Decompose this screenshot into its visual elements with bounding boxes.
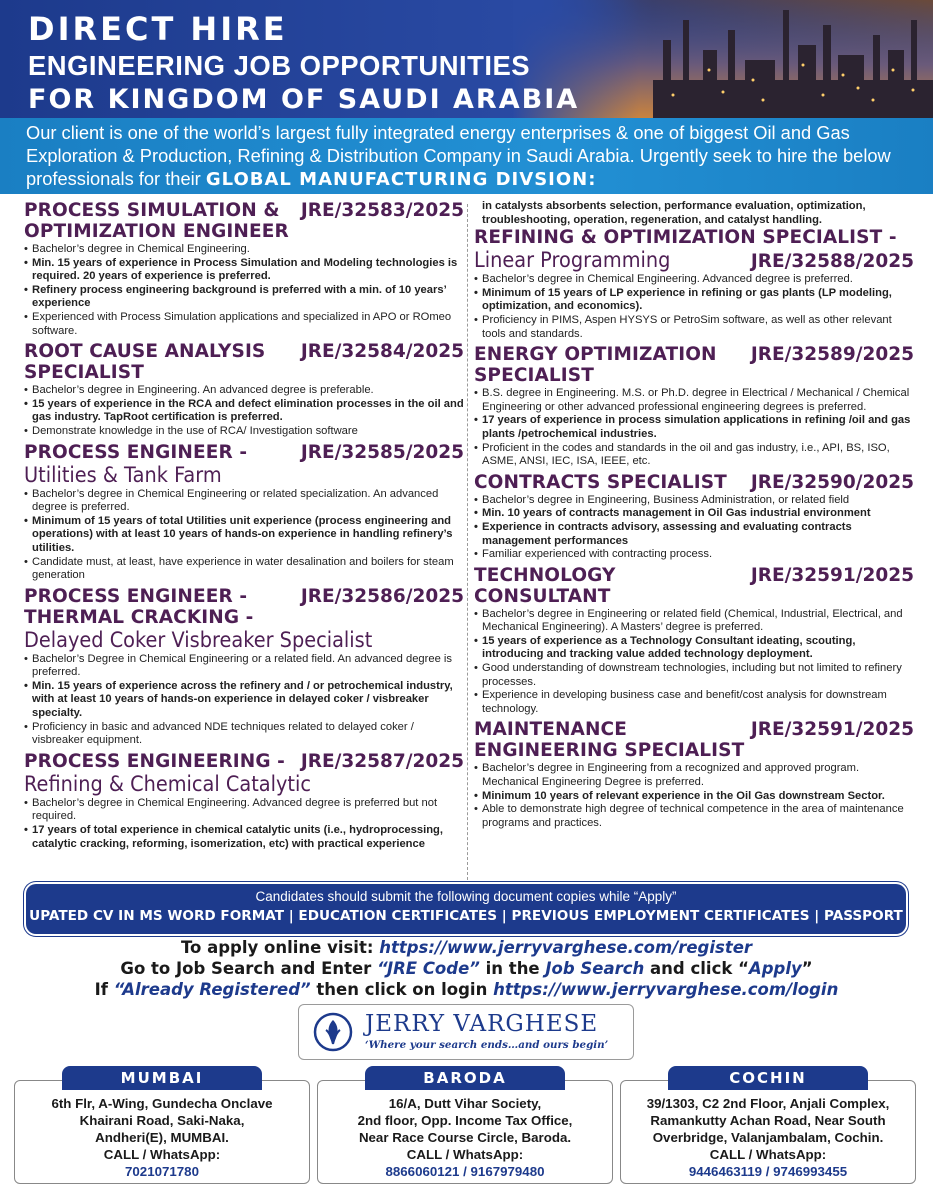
job-listing [474,344,914,469]
requirement-item: • 17 years of total experience in chemical catalytic units (i.e., hydroprocessing, catalytic cracking, reforming, isomerization, etc) with practical experience [24,824,464,851]
header-title-line2: ENGINEERING JOB OPPORTUNITIES [28,50,531,81]
apply-step-text: and click “ [650,959,749,978]
apply-step-text: in the [485,959,540,978]
job-code: JRE/32591/2025 [750,564,914,586]
job-search-label: Job Search [545,959,645,978]
job-header [24,586,464,628]
office-city: MUMBAI [62,1066,262,1090]
job-code: JRE/32588/2025 [750,251,914,273]
job-listing [474,565,914,717]
requirement-item: • Experience in contracts advisory, assessing and evaluating contracts management performances [474,521,914,548]
login-step-text: If [94,980,108,999]
requirement-item: • Good understanding of downstream technologies, including but not limited to refinery processes. [474,662,914,689]
logo-name: JERRY VARGHESE [365,1011,599,1037]
documents-list: UPATED CV IN MS WORD FORMAT | EDUCATION CERTIFICATES | PREVIOUS EMPLOYMENT CERTIFICATES | PASSPORT [29,908,903,924]
office-city: COCHIN [668,1066,868,1090]
header-title-line1: DIRECT HIRE [28,10,288,48]
requirement-item: • Minimum 10 years of relevant experience in the Oil Gas downstream Sector. [474,790,914,804]
requirement-item: • 15 years of experience as a Technology Consultant ideating, scouting, introducing and tracking value added technology deployment. [474,635,914,662]
job-requirements [24,488,464,583]
job-title: ROOT CAUSE ANALYSIS SPECIALIST [24,341,266,384]
office-address: Ramankutty Achan Road, Near South [650,1113,886,1128]
office-call-label: CALL / WhatsApp: [103,1147,221,1162]
documents-box [26,884,906,934]
job-listing [24,442,464,583]
office-phone[interactable]: 9446463119 / 9746993455 [688,1164,848,1179]
header-banner [0,0,933,118]
office-phone[interactable]: 7021071780 [125,1164,199,1179]
apply-step-text: Go to Job Search and Enter [120,959,372,978]
requirement-item: • Min. 10 years of contracts management in Oil Gas industrial environment [474,507,914,521]
office-call-label: CALL / WhatsApp: [709,1147,827,1162]
job-column-right [474,200,914,833]
intro-text: Our client is one of the world’s largest fully integrated energy enterprises & one of biggest Oil and Gas Exploration & Production, Refining & Distribution Company in Saudi Arabia. Urgently seek to hire the below professionals for their [26,122,891,189]
requirement-item: • Able to demonstrate high degree of technical competence in the area of maintenance programs and practices. [474,803,914,830]
job-subtitle: Delayed Coker Visbreaker Specialist [24,627,373,652]
job-listing [474,719,914,830]
office-address: Overbridge, Valanjambalam, Cochin. [652,1130,884,1145]
job-code: JRE/32584/2025 [300,341,464,363]
job-title: PROCESS ENGINEER - [24,441,248,463]
requirement-item: • Proficient in the codes and standards in the oil and gas industry, i.e., API, BS, ISO, ASME, ANSI, IEC, ISA, IEEE, etc. [474,442,914,469]
job-title: TECHNOLOGY CONSULTANT [474,564,616,607]
requirement-item: • Candidate must, at least, have experience in water desalination and boilers for steam generation [24,556,464,583]
office-call-label: CALL / WhatsApp: [406,1147,524,1162]
requirement-item: • Proficiency in PIMS, Aspen HYSYS or PetroSim software, as well as other relevant tools and standards. [474,314,914,341]
requirement-item: • Minimum of 15 years of LP experience in refining or gas plants (LP modeling, optimization, and economics). [474,287,914,314]
job-listing [24,586,464,748]
already-registered-label: “Already Registered” [113,980,311,999]
logo-tagline: ‘Where your search ends…and ours begin’ [365,1039,609,1051]
job-header [474,472,914,493]
apply-step-text: ” [801,959,813,978]
job-code: JRE/32583/2025 [300,200,464,221]
job-title: PROCESS ENGINEER - THERMAL CRACKING - [24,585,254,628]
job-title: PROCESS ENGINEERING - [24,750,285,772]
job-header [24,442,464,463]
requirement-item: • Familiar experienced with contracting process. [474,548,914,562]
register-link[interactable]: https://www.jerryvarghese.com/register [379,938,753,957]
intro-paragraph [0,118,933,194]
job-code: JRE/32590/2025 [750,471,914,493]
apply-prefix: To apply online visit: [180,938,374,957]
job-code: JRE/32586/2025 [300,585,464,607]
job-requirements [24,384,464,438]
requirement-item: • Min. 15 years of experience across the refinery and / or petrochemical industry, with at least 10 years of hands-on experience in delayed coker / visbreaker specialty. [24,680,464,721]
requirement-item: • Min. 15 years of experience in Process Simulation and Modeling technologies is required. 20 years of experience is preferred. [24,257,464,284]
logo-emblem-icon [313,1012,353,1052]
job-title: CONTRACTS SPECIALIST [474,471,727,493]
header-title-line3: FOR KINGDOM OF SAUDI ARABIA [28,84,580,115]
requirement-item: • Bachelor’s degree in Engineering or related field (Chemical, Industrial, Electrical, and Mechanical Engineering). A Masters’ degree is preferred. [474,608,914,635]
job-header [24,751,464,772]
job-requirements [24,243,464,338]
requirement-item: • Bachelor’s degree in Chemical Engineering. Advanced degree is preferred. [474,273,914,287]
apply-instructions [0,937,933,1000]
requirement-item: • 15 years of experience in the RCA and defect elimination processes in the oil and gas industry. TapRoot certification is preferred. [24,398,464,425]
job-header [474,719,914,761]
job-requirements [474,494,914,562]
job-code: JRE/32591/2025 [750,719,914,741]
column-divider [467,204,468,880]
job-subtitle-row [474,248,914,272]
job-header [474,227,914,248]
intro-division: GLOBAL MANUFACTURING DIVSION: [205,169,597,190]
office-address: 16/A, Dutt Vihar Society, [388,1096,542,1111]
office-address: 39/1303, C2 2nd Floor, Anjali Complex, [646,1096,890,1111]
office-baroda [317,1069,613,1184]
office-address: Near Race Course Circle, Baroda. [358,1130,572,1145]
jre-code-label: “JRE Code” [377,959,480,978]
requirement-item: • Bachelor’s degree in Engineering. An advanced degree is preferable. [24,384,464,398]
requirement-item: • Bachelor’s Degree in Chemical Engineering or a related field. An advanced degree is preferred. [24,653,464,680]
login-step-text: then click on login [316,980,488,999]
requirement-item: • Bachelor’s degree in Chemical Engineering. Advanced degree is preferred but not required. [24,797,464,824]
job-requirements [474,273,914,341]
job-requirements [474,608,914,717]
office-city: BARODA [365,1066,565,1090]
requirement-item: • Experience in developing business case and benefit/cost analysis for downstream technology. [474,689,914,716]
job-code: JRE/32587/2025 [300,750,464,772]
requirement-item: • Proficiency in basic and advanced NDE techniques related to delayed coker / visbreaker equipment. [24,721,464,748]
documents-intro: Candidates should submit the following document copies while “Apply” [255,889,677,904]
job-requirements [474,762,914,830]
job-header [24,200,464,242]
job-requirements [474,387,914,469]
requirement-item: • Bachelor’s degree in Chemical Engineering or related specialization. An advanced degree is preferred. [24,488,464,515]
job-column-left [24,200,464,854]
job-listing [474,227,914,341]
requirement-item: • 17 years of experience in process simulation applications in refining /oil and gas plants /petrochemical industries. [474,414,914,441]
job-code: JRE/32589/2025 [750,344,914,366]
requirement-item: • Refinery process engineering background is preferred with a min. of 10 years’ experience [24,284,464,311]
continued-text: in catalysts absorbents selection, performance evaluation, optimization, troubleshooting, operation, regeneration, and catalyst handling. [482,200,866,226]
requirement-item: • Demonstrate knowledge in the use of RCA/ Investigation software [24,425,464,439]
office-address: Khairani Road, Saki-Naka, [79,1113,245,1128]
job-title: PROCESS SIMULATION & OPTIMIZATION ENGINEER [24,200,289,242]
job-header [474,344,914,386]
job-header [474,565,914,607]
job-header [24,341,464,383]
job-listing [24,751,464,851]
apply-label: Apply [748,959,802,978]
job-code: JRE/32585/2025 [300,441,464,463]
job-requirements [24,797,464,851]
requirement-item: • Minimum of 15 years of total Utilities unit experience (process engineering and operations) with at least 10 years of hands-on experience in handling refinery’s utilities. [24,515,464,556]
job-requirements [24,653,464,748]
job-title: ENERGY OPTIMIZATION SPECIALIST [474,344,717,387]
job-title: MAINTENANCE ENGINEERING SPECIALIST [474,719,745,762]
requirement-item: • Bachelor’s degree in Engineering from a recognized and approved program. Mechanical Engineering Degree is preferred. [474,762,914,789]
job-subtitle: Linear Programming [474,248,671,273]
office-mumbai [14,1069,310,1184]
job-title: REFINING & OPTIMIZATION SPECIALIST - [474,227,897,249]
office-phone[interactable]: 8866060121 / 9167979480 [385,1164,545,1179]
office-address: 2nd floor, Opp. Income Tax Office, [357,1113,573,1128]
company-logo [298,1004,634,1060]
job-listing [24,341,464,438]
job-listing [24,200,464,338]
office-address: Andheri(E), MUMBAI. [95,1130,229,1145]
requirement-item: • Bachelor’s degree in Engineering, Business Administration, or related field [474,494,914,508]
requirement-item: • B.S. degree in Engineering. M.S. or Ph.D. degree in Electrical / Mechanical / Chemical Engineering or other advanced professional engineering degrees is preferred. [474,387,914,414]
office-cochin [620,1069,916,1184]
job-listing [474,472,914,562]
requirement-item: • Experienced with Process Simulation applications and specialized in APO or ROmeo software. [24,311,464,338]
requirement-item: • Bachelor’s degree in Chemical Engineering. [24,243,464,257]
login-link[interactable]: https://www.jerryvarghese.com/login [493,980,839,999]
job-subtitle: Utilities & Tank Farm [24,462,222,487]
office-address: 6th Flr, A-Wing, Gundecha Onclave [51,1096,273,1111]
job-subtitle: Refining & Chemical Catalytic [24,771,311,796]
